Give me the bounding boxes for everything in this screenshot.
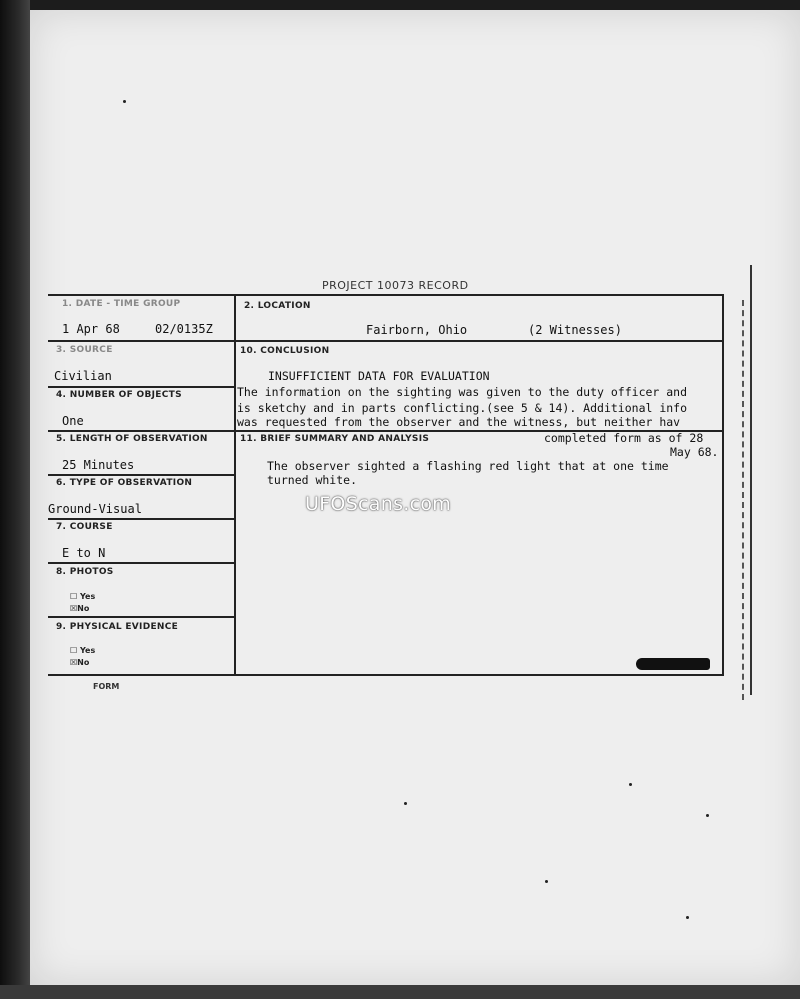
scan-speck — [404, 802, 407, 805]
time-value: 02/0135Z — [155, 322, 213, 336]
date-time-group-label: 1. DATE - TIME GROUP — [62, 299, 181, 309]
summary-note-1: completed form as of 28 — [544, 431, 704, 445]
form-footer-label: FORM — [93, 682, 120, 691]
scan-speck — [629, 783, 632, 786]
number-of-objects-value: One — [62, 414, 84, 428]
perforation-edge — [742, 300, 744, 700]
source-value: Civilian — [54, 369, 112, 383]
scan-bottom-edge — [0, 985, 800, 999]
length-of-observation-label: 5. LENGTH OF OBSERVATION — [56, 434, 208, 444]
scan-speck — [706, 814, 709, 817]
physical-evidence-label: 9. PHYSICAL EVIDENCE — [56, 622, 179, 632]
location-place: Fairborn, Ohio — [366, 323, 468, 337]
scan-left-edge — [0, 0, 30, 999]
photos-no-option: ☒No — [70, 604, 90, 613]
conclusion-label: 10. CONCLUSION — [240, 346, 330, 356]
summary-line-1: The observer sighted a flashing red light that at one time — [267, 459, 669, 473]
number-of-objects-label: 4. NUMBER OF OBJECTS — [56, 390, 182, 400]
scan-speck — [686, 916, 689, 919]
conclusion-heading: INSUFFICIENT DATA FOR EVALUATION — [268, 369, 490, 383]
course-label: 7. COURSE — [56, 522, 113, 532]
length-of-observation-value: 25 Minutes — [62, 458, 135, 472]
redaction-mark — [636, 658, 710, 670]
source-label: 3. SOURCE — [56, 345, 113, 355]
date-value: 1 Apr 68 — [62, 322, 120, 336]
watermark: UFOScans.com — [305, 493, 452, 515]
type-of-observation-value: Ground-Visual — [48, 502, 142, 516]
summary-label: 11. BRIEF SUMMARY AND ANALYSIS — [240, 434, 430, 444]
evidence-yes-option: ☐ Yes — [70, 646, 96, 655]
page-fold-line — [750, 265, 752, 695]
summary-note-2: May 68. — [670, 445, 719, 459]
photos-label: 8. PHOTOS — [56, 567, 114, 577]
conclusion-line-1: The information on the sighting was given to the duty officer and — [237, 385, 688, 399]
conclusion-line-2: is sketchy and in parts conflicting.(see 5 & 14). Additional info — [237, 401, 688, 415]
scan-speck — [545, 880, 548, 883]
evidence-no-option: ☒No — [70, 658, 90, 667]
course-value: E to N — [62, 546, 106, 560]
location-witnesses: (2 Witnesses) — [528, 323, 622, 337]
scan-speck — [123, 100, 126, 103]
location-label: 2. LOCATION — [244, 301, 311, 311]
conclusion-line-3: was requested from the observer and the witness, but neither hav — [237, 415, 681, 429]
photos-yes-option: ☐ Yes — [70, 592, 96, 601]
summary-line-2: turned white. — [267, 473, 358, 487]
type-of-observation-label: 6. TYPE OF OBSERVATION — [56, 478, 193, 488]
form-title: PROJECT 10073 RECORD — [322, 279, 469, 292]
